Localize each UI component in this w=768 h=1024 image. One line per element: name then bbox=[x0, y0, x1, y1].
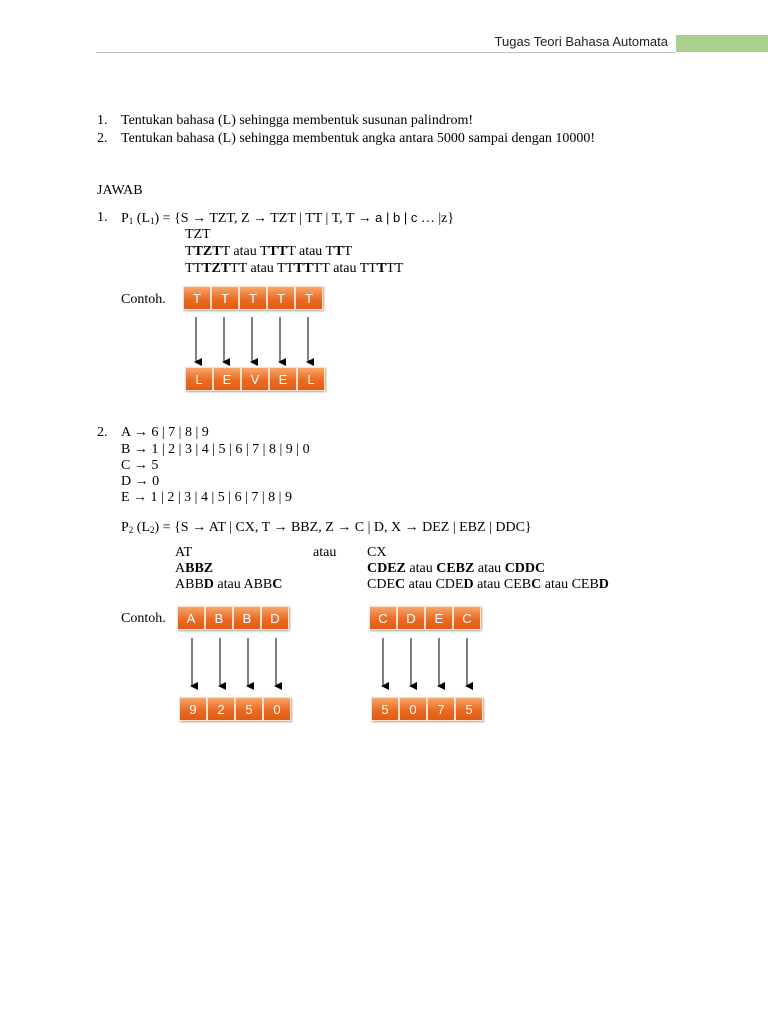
left-derivation-3: ABBD atau ABBC bbox=[175, 577, 283, 592]
box-e-3: E bbox=[425, 606, 453, 630]
box-b-1: B bbox=[205, 606, 233, 630]
right-derivation-1: CX bbox=[367, 545, 387, 560]
box-e-1: E bbox=[213, 367, 241, 391]
answer-2-rule-e: E → 1 | 2 | 3 | 4 | 5 | 6 | 7 | 8 | 9 bbox=[121, 490, 292, 505]
answer-2-grammar: $P_2$ $(L_2) = \{S$ → AT | CX, T → BBZ, Z → C | D, X → DEZ | EBZ | DDC} bbox=[121, 520, 532, 535]
right-derivation-2: CDEZ atau CEBZ atau CDDC bbox=[367, 561, 546, 576]
box-5-a: 5 bbox=[235, 697, 263, 721]
box-7: 7 bbox=[427, 697, 455, 721]
box-v: V bbox=[241, 367, 269, 391]
box-5-b: 5 bbox=[371, 697, 399, 721]
header-title: Tugas Teori Bahasa Automata bbox=[494, 34, 668, 49]
box-9: 9 bbox=[179, 697, 207, 721]
box-c-2: C bbox=[453, 606, 481, 630]
jawab-heading: JAWAB bbox=[97, 183, 143, 198]
atau-label: atau bbox=[313, 545, 337, 560]
box-e-2: E bbox=[269, 367, 297, 391]
box-t-3: T bbox=[239, 286, 267, 310]
derivation-line-1: TZT bbox=[185, 227, 211, 242]
box-t-1: T bbox=[183, 286, 211, 310]
answer-2-rule-c: C → 5 bbox=[121, 458, 159, 473]
box-t-2: T bbox=[211, 286, 239, 310]
derivation-line-3: TTTZTTT atau TTTTTT atau TTTTT bbox=[185, 261, 404, 276]
left-derivation-2: ABBZ bbox=[175, 561, 214, 576]
box-b-2: B bbox=[233, 606, 261, 630]
box-2: 2 bbox=[207, 697, 235, 721]
box-l-2: L bbox=[297, 367, 325, 391]
box-c-1: C bbox=[369, 606, 397, 630]
box-0-b: 0 bbox=[399, 697, 427, 721]
right-derivation-3: CDEC atau CDED atau CEBC atau CEBD bbox=[367, 577, 609, 592]
contoh-label-2: Contoh. bbox=[121, 611, 166, 626]
derivation-line-2: TTZTT atau TTTT atau TTT bbox=[185, 244, 353, 259]
contoh-label-1: Contoh. bbox=[121, 292, 166, 307]
box-t-5: T bbox=[295, 286, 323, 310]
left-derivation-1: AT bbox=[175, 545, 193, 560]
box-a: A bbox=[177, 606, 205, 630]
answer-2-rule-b: B → 1 | 2 | 3 | 4 | 5 | 6 | 7 | 8 | 9 | 0 bbox=[121, 442, 310, 457]
answer-2-rule-d: D → 0 bbox=[121, 474, 160, 489]
box-l-1: L bbox=[185, 367, 213, 391]
box-d: D bbox=[261, 606, 289, 630]
box-0-a: 0 bbox=[263, 697, 291, 721]
box-5-c: 5 bbox=[455, 697, 483, 721]
box-t-4: T bbox=[267, 286, 295, 310]
box-d-2: D bbox=[397, 606, 425, 630]
